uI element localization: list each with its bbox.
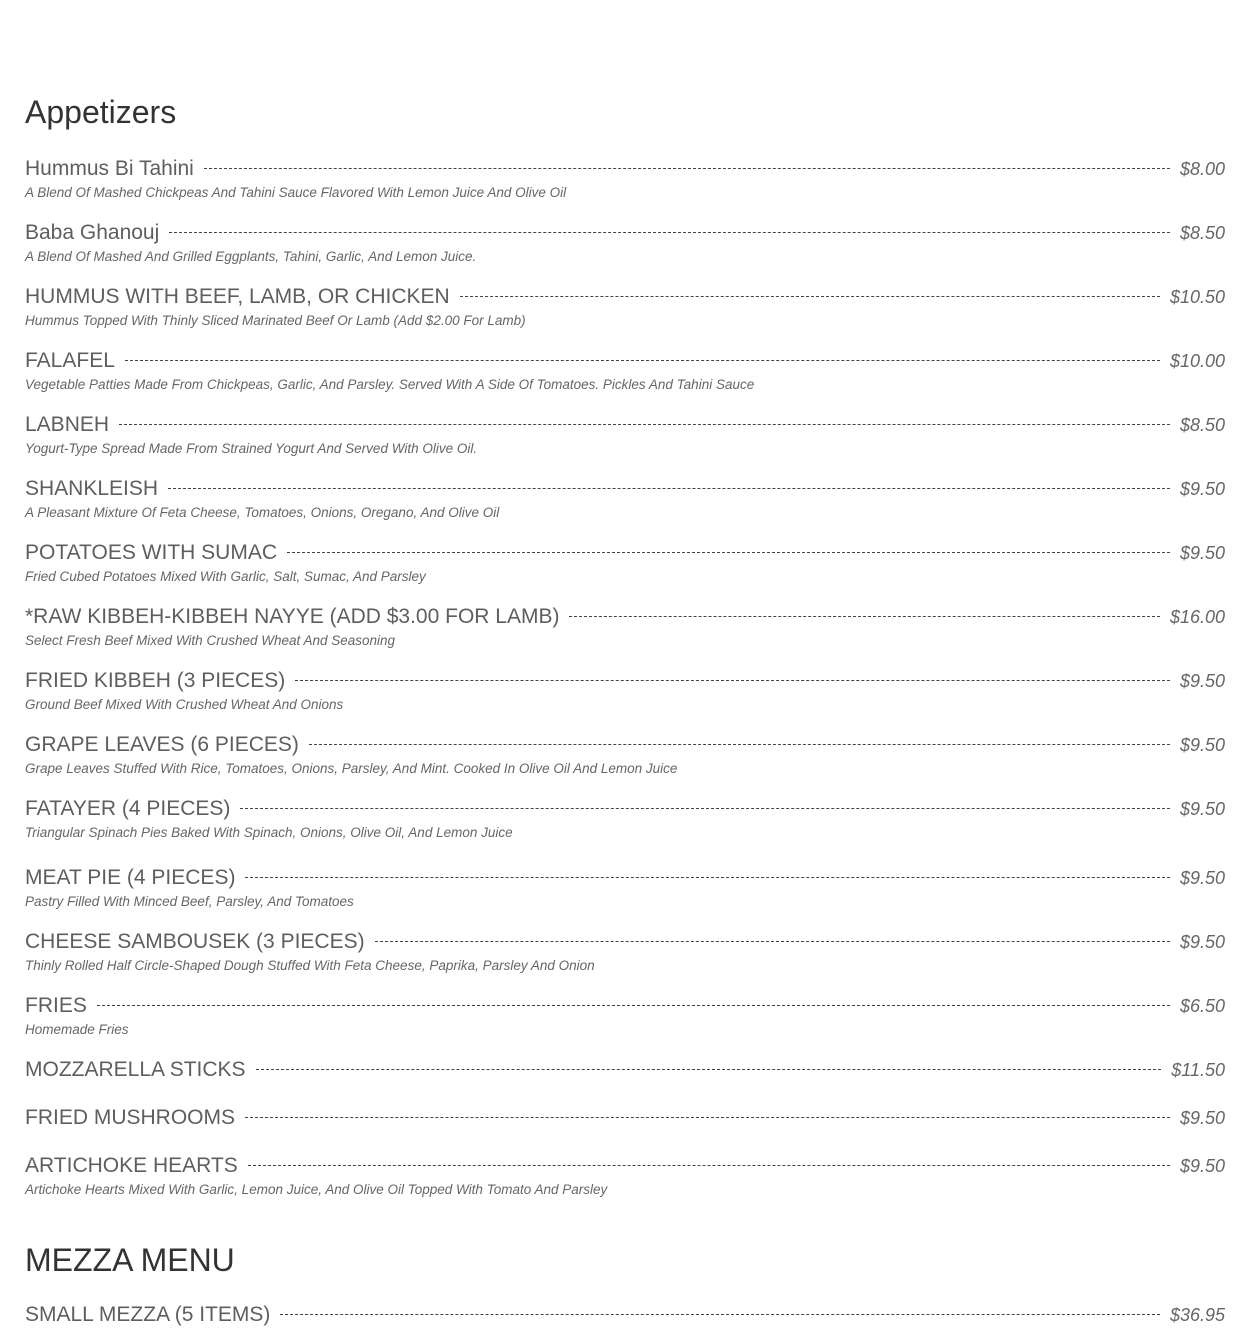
dotted-leader: [169, 232, 1170, 233]
item-price: $9.50: [1179, 543, 1225, 563]
dotted-leader: [97, 1005, 1170, 1006]
item-price: $9.50: [1179, 1156, 1225, 1176]
item-name: FRIED MUSHROOMS: [25, 1106, 235, 1129]
menu-item: [25, 412, 1225, 458]
menu-item: [25, 284, 1225, 330]
item-description: A Blend Of Mashed Chickpeas And Tahini Sauce Flavored With Lemon Juice And Olive Oil: [25, 185, 567, 200]
item-description: Hummus Topped With Thinly Sliced Marinated Beef Or Lamb (Add $2.00 For Lamb): [25, 313, 526, 328]
item-name: GRAPE LEAVES (6 PIECES): [25, 733, 299, 756]
item-price: $8.50: [1179, 415, 1225, 435]
item-price: $6.50: [1179, 996, 1225, 1016]
item-name: MOZZARELLA STICKS: [25, 1058, 246, 1081]
item-name: SMALL MEZZA (5 ITEMS): [25, 1303, 271, 1326]
dotted-leader: [256, 1069, 1162, 1070]
item-description: Pastry Filled With Minced Beef, Parsley, And Tomatoes: [25, 894, 354, 909]
dotted-leader: [375, 941, 1170, 942]
item-description: A Pleasant Mixture Of Feta Cheese, Tomatoes, Onions, Oregano, And Olive Oil: [25, 505, 500, 520]
item-price: $36.95: [1169, 1305, 1225, 1325]
item-name: POTATOES WITH SUMAC: [25, 541, 278, 564]
item-price: $11.50: [1171, 1060, 1225, 1080]
menu-item: [25, 1153, 1225, 1199]
item-price: $16.00: [1169, 607, 1225, 627]
item-description: Yogurt-Type Spread Made From Strained Yogurt And Served With Olive Oil.: [25, 441, 478, 456]
item-description: Ground Beef Mixed With Crushed Wheat And Onions: [25, 697, 344, 712]
dotted-leader: [280, 1314, 1160, 1315]
item-price: $10.50: [1169, 287, 1225, 307]
menu-item: [25, 993, 1225, 1039]
menu-item: [25, 732, 1225, 778]
item-price: $9.50: [1179, 735, 1225, 755]
menu-item: [25, 1302, 1225, 1328]
item-name: Hummus Bi Tahini: [25, 157, 194, 180]
item-name: *RAW KIBBEH-KIBBEH NAYYE (ADD $3.00 FOR LAMB): [25, 605, 560, 628]
item-name: CHEESE SAMBOUSEK (3 PIECES): [25, 930, 365, 953]
item-name: Baba Ghanouj: [25, 221, 160, 244]
dotted-leader: [125, 360, 1160, 361]
item-description: Fried Cubed Potatoes Mixed With Garlic, Salt, Sumac, And Parsley: [25, 569, 426, 584]
dotted-leader: [245, 1117, 1170, 1118]
menu-item: [25, 540, 1225, 586]
dotted-leader: [240, 808, 1170, 809]
section-title-mezza-menu: MEZZA MENU: [25, 1242, 235, 1278]
item-price: $9.50: [1179, 479, 1225, 499]
dotted-leader: [460, 296, 1160, 297]
menu-item: [25, 604, 1225, 650]
menu-item: [25, 156, 1225, 202]
dotted-leader: [295, 680, 1170, 681]
dotted-leader: [168, 488, 1170, 489]
item-price: $8.50: [1179, 223, 1225, 243]
menu-item: [25, 796, 1225, 842]
item-description: Vegetable Patties Made From Chickpeas, Garlic, And Parsley. Served With A Side Of Tomatoes. Pickles And Tahini Sauce: [25, 377, 755, 392]
item-name: FATAYER (4 PIECES): [25, 797, 231, 820]
item-name: HUMMUS WITH BEEF, LAMB, OR CHICKEN: [25, 285, 450, 308]
item-name: FRIED KIBBEH (3 PIECES): [25, 669, 286, 692]
item-name: FRIES: [25, 994, 87, 1017]
dotted-leader: [569, 616, 1159, 617]
dotted-leader: [245, 877, 1170, 878]
menu-item: [25, 668, 1225, 714]
item-description: Triangular Spinach Pies Baked With Spinach, Onions, Olive Oil, And Lemon Juice: [25, 825, 513, 840]
menu-item: [25, 929, 1225, 975]
item-price: $10.00: [1169, 351, 1225, 371]
menu-item: [25, 348, 1225, 394]
item-name: SHANKLEISH: [25, 477, 159, 500]
item-description: Grape Leaves Stuffed With Rice, Tomatoes, Onions, Parsley, And Mint. Cooked In Olive Oil And Lemon Juice: [25, 761, 678, 776]
menu-item: [25, 1057, 1225, 1083]
item-description: Artichoke Hearts Mixed With Garlic, Lemon Juice, And Olive Oil Topped With Tomato And Parsley: [25, 1182, 608, 1197]
item-description: Homemade Fries: [25, 1022, 129, 1037]
item-price: $9.50: [1179, 1108, 1225, 1128]
item-price: $9.50: [1179, 671, 1225, 691]
section-title-appetizers: Appetizers: [25, 94, 177, 130]
dotted-leader: [248, 1165, 1170, 1166]
menu-item: [25, 476, 1225, 522]
item-description: A Blend Of Mashed And Grilled Eggplants, Tahini, Garlic, And Lemon Juice.: [25, 249, 477, 264]
item-name: LABNEH: [25, 413, 110, 436]
dotted-leader: [119, 424, 1170, 425]
item-name: ARTICHOKE HEARTS: [25, 1154, 238, 1177]
item-price: $9.50: [1179, 868, 1225, 888]
item-price: $9.50: [1179, 932, 1225, 952]
item-price: $9.50: [1179, 799, 1225, 819]
menu-item: [25, 1105, 1225, 1131]
menu-item: [25, 865, 1225, 911]
dotted-leader: [309, 744, 1170, 745]
item-name: MEAT PIE (4 PIECES): [25, 866, 236, 889]
item-description: Thinly Rolled Half Circle-Shaped Dough Stuffed With Feta Cheese, Paprika, Parsley And Onion: [25, 958, 595, 973]
dotted-leader: [204, 168, 1170, 169]
item-description: Select Fresh Beef Mixed With Crushed Wheat And Seasoning: [25, 633, 396, 648]
item-price: $8.00: [1179, 159, 1225, 179]
item-name: FALAFEL: [25, 349, 115, 372]
dotted-leader: [287, 552, 1170, 553]
menu-item: [25, 220, 1225, 266]
